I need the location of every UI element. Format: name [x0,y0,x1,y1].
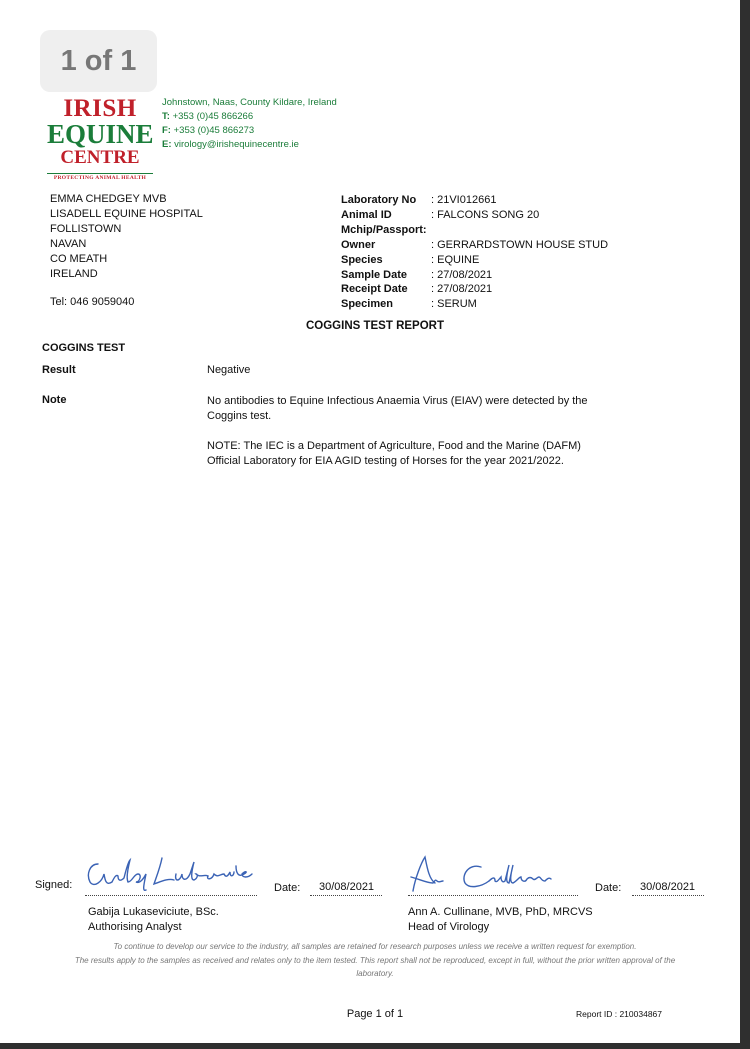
recipient-address [50,192,203,282]
recipient-line: EMMA CHEDGEY MVB [50,193,167,205]
note-paragraph: NOTE: The IEC is a Department of Agriculture, Food and the Marine (DAFM) Official Laboratory for EIA AGID testing of Horses for the year 2021/2022. [207,440,581,467]
date-line-1 [310,895,382,896]
date-value-2: 30/08/2021 [640,881,696,893]
date-line-2 [632,895,704,896]
signer-role: Head of Virology [408,920,490,933]
signed-label: Signed: [35,879,73,891]
irish-equine-centre-logo [47,96,153,182]
report-title: COGGINS TEST REPORT [305,320,444,332]
lab-info-row: Receipt Date : 27/08/2021 [341,283,493,296]
signature-line-1 [85,895,257,896]
date-label-1: Date: [274,882,301,894]
report-id: Report ID : 210034867 [576,1009,663,1019]
note-text [207,394,597,484]
lab-info-row: Specimen : SERUM [341,298,477,311]
result-value: Negative [207,364,251,376]
recipient-line: IRELAND [50,268,98,280]
lab-info-row: Owner : GERRARDSTOWN HOUSE STUD [341,238,609,251]
lab-info-row: Species : EQUINE [341,253,480,266]
section-title: COGGINS TEST [42,342,126,354]
signer-name: Ann A. Cullinane, MVB, PhD, MRCVS [408,906,593,918]
disclaimer [70,940,680,981]
signer-role: Authorising Analyst [88,920,182,933]
lab-fax: F: +353 (0)45 866273 [162,125,255,136]
page-number: Page 1 of 1 [346,1008,404,1020]
logo-tagline: PROTECTING ANIMAL HEALTH [47,173,153,182]
lab-contact-block [162,96,337,152]
lab-info-row: Animal ID : FALCONS SONG 20 [341,208,540,221]
recipient-line: LISADELL EQUINE HOSPITAL [50,208,203,220]
disclaimer-line: The results apply to the samples as received and relates only to the item tested. This report shall not be reproduced, except in full, without the prior written approval of the laboratory. [74,955,676,978]
signer-2 [408,905,593,934]
date-value-1: 30/08/2021 [319,881,375,893]
logo-line-centre: CENTRE [60,147,140,168]
note-label: Note [42,394,67,406]
lab-phone: T: +353 (0)45 866266 [162,111,254,122]
disclaimer-line: To continue to develop our service to the industry, all samples are retained for research purposes unless we receive a written request for exemption. [113,942,637,951]
recipient-phone: Tel: 046 9059040 [50,296,135,308]
lab-info-table [341,193,608,312]
logo-line-equine: EQUINE [47,119,154,149]
signature-line-2 [408,895,578,896]
recipient-line: NAVAN [50,238,87,250]
recipient-line: CO MEATH [50,253,108,265]
signature-cullinane [405,853,580,895]
lab-email: E: virology@irishequinecentre.ie [162,139,299,150]
signer-name: Gabija Lukaseviciute, BSc. [88,906,219,918]
lab-info-row: Mchip/Passport: [341,223,427,236]
recipient-line: FOLLISTOWN [50,223,122,235]
note-paragraph: No antibodies to Equine Infectious Anaemia Virus (EIAV) were detected by the Coggins test. [207,395,588,422]
signature-gabija [84,852,254,894]
lab-info-row: Sample Date : 27/08/2021 [341,268,493,281]
signer-1 [88,905,219,934]
lab-address: Johnstown, Naas, County Kildare, Ireland [162,97,337,108]
logo-line-irish: IRISH [63,95,137,122]
result-label: Result [42,364,76,376]
page-counter-badge: 1 of 1 [40,30,157,92]
date-label-2: Date: [595,882,622,894]
lab-info-row: Laboratory No : 21VI012661 [341,194,497,206]
